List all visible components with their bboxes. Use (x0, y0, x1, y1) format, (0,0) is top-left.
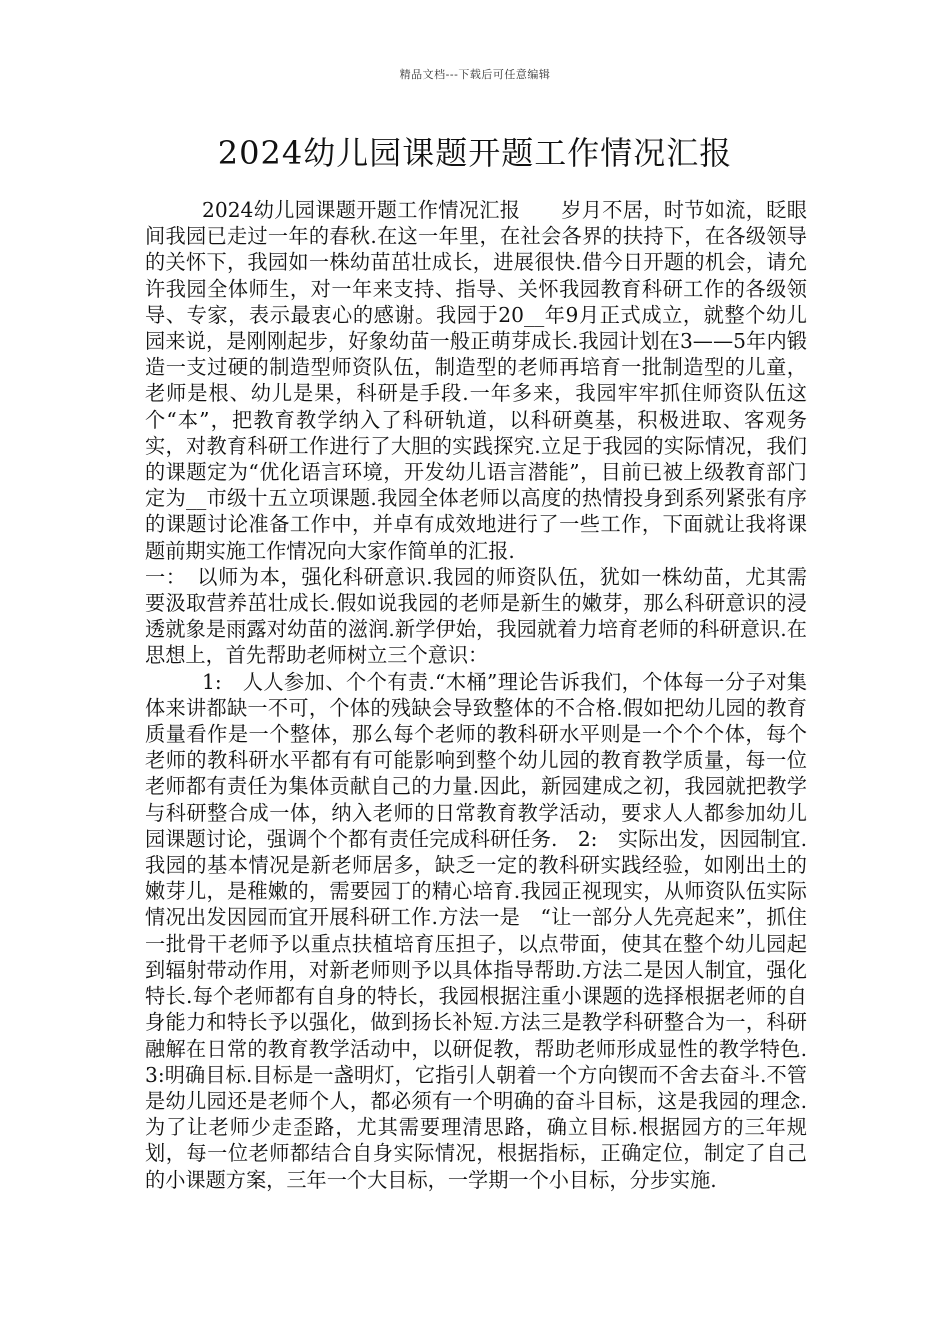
document-title: 2024幼儿园课题开题工作情况汇报 (217, 134, 733, 172)
body-paragraph-intro: 2024幼儿园课题开题工作情况汇报 岁月不居，时节如流，眨眼间我园已走过一年的春秋.在这一年里，在社会各界的扶持下，在各级领导的关怀下，我园如一株幼苗茁壮成长，进展很快.借今日开题的机会，请允许我园全体师生，对一年来支持、指导、关怀我园教育科研工作的各级领导、专家，表示最衷心的感谢。我园于20__年9月正式成立，就整个幼儿园来说，是刚刚起步，好象幼苗一般正萌芽成长.我园计划在3——5年内锻造一支过硬的制造型师资队伍，制造型的老师再培育一批制造型的儿童，老师是根、幼儿是果，科研是手段.一年多来，我园牢牢抓住师资队伍这个“本”，把教育教学纳入了科研轨道，以科研奠基，积极进取、客观务实，对教育科研工作进行了大胆的实践探究.立足于我园的实际情况，我们的课题定为“优化语言环境，开发幼儿语言潜能”，目前已被上级教育部门定为__市级十五立项课题.我园全体老师以高度的热情投身到系列紧张有序的课题讨论准备工作中，并卓有成效地进行了一些工作，下面就让我将课题前期实施工作情况向大家作简单的汇报. (145, 198, 807, 563)
document-body (145, 197, 828, 1193)
header-note: 精品文档---下载后可任意编辑 (399, 68, 551, 81)
body-paragraph-points: 1: 人人参加、个个有责.“木桶”理论告诉我们，个体每一分子对集体来讲都缺一不可，个体的残缺会导致整体的不合格.假如把幼儿园的教育质量看作是一个整体，那么每个老师的教科研水平则是一个个个体，每个老师的教科研水平都有有可能影响到整个幼儿园的教育教学质量，每一位老师都有责任为集体贡献自己的力量.因此，新园建成之初，我园就把教学与科研整合成一体，纳入老师的日常教育教学活动，要求人人都参加幼儿园课题讨论，强调个个都有责任完成科研任务. 2: 实际出发，因园制宜.我园的基本情况是新老师居多，缺乏一定的教科研实践经验，如刚出土的嫩芽儿，是稚嫩的，需要园丁的精心培育.我园正视现实，从师资队伍实际情况出发因园而宜开展科研工作.方法一是 “让一部分人先亮起来”，抓住一批骨干老师予以重点扶植培育压担子，以点带面，使其在整个幼儿园起到辐射带动作用，对新老师则予以具体指导帮助.方法二是因人制宜，强化特长.每个老师都有自身的特长，我园根据注重小课题的选择根据老师的自身能力和特长予以强化，做到扬长补短.方法三是教学科研整合为一，科研融解在日常的教育教学活动中，以研促教，帮助老师形成显性的教学特色. 3:明确目标.目标是一盏明灯，它指引人朝着一个方向锲而不舍去奋斗.不管是幼儿园还是老师个人，都必须有一个明确的奋斗目标，这是我园的理念.为了让老师少走歪路，尤其需要理清思路，确立目标.根据园方的三年规划，每一位老师都结合自身实际情况，根据指标，正确定位，制定了自己的小课题方案，三年一个大目标，一学期一个小目标，分步实施. (145, 669, 828, 1192)
body-paragraph-section-one: 一： 以师为本，强化科研意识.我园的师资队伍，犹如一株幼苗，尤其需要汲取营养茁壮成长.假如说我园的老师是新生的嫩芽，那么科研意识的浸透就象是雨露对幼苗的滋润.新学伊始，我园就着力培育老师的科研意识.在思想上，首先帮助老师树立三个意识： (145, 564, 807, 668)
